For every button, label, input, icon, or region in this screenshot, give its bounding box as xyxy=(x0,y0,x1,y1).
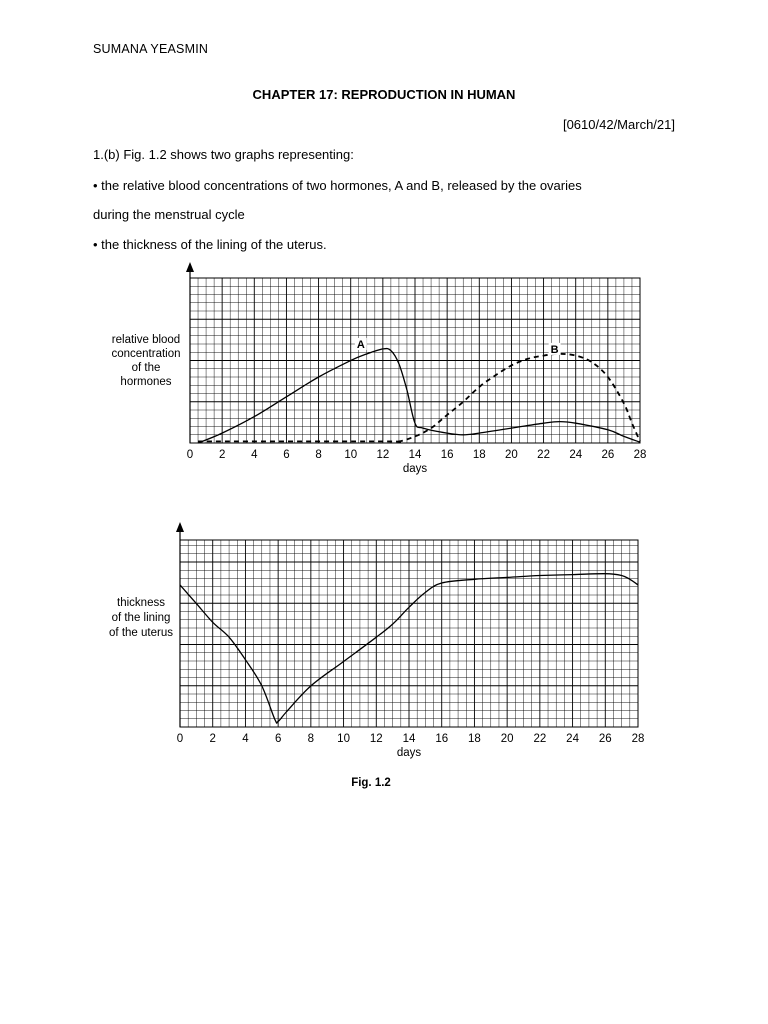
x-tick-label: 12 xyxy=(369,733,383,745)
x-tick-label: 8 xyxy=(307,733,315,745)
x-tick-label: 20 xyxy=(505,449,518,461)
y-axis-label-line: hormones xyxy=(120,376,172,388)
bullet-hormones: • the relative blood concentrations of two hormones, A and B, released by the ovaries xyxy=(93,178,582,193)
x-tick-label: 18 xyxy=(472,449,486,461)
series-line-a xyxy=(198,349,640,443)
x-tick-label: 0 xyxy=(176,733,184,745)
x-tick-label: 4 xyxy=(251,449,258,461)
x-tick-label: 12 xyxy=(376,449,390,461)
x-tick-label: 6 xyxy=(274,733,282,745)
x-axis-label: days xyxy=(396,747,422,759)
x-tick-label: 16 xyxy=(440,449,454,461)
x-tick-label: 14 xyxy=(402,733,416,745)
y-axis-label-line: thickness xyxy=(117,597,165,609)
series-line-b xyxy=(198,354,640,442)
y-axis-label-line: of the lining xyxy=(111,612,171,624)
x-tick-label: 0 xyxy=(186,449,194,461)
x-tick-label: 16 xyxy=(435,733,449,745)
x-tick-label: 10 xyxy=(337,733,350,745)
y-axis-label-line: of the uterus xyxy=(109,627,173,639)
x-tick-label: 24 xyxy=(566,733,579,745)
grid xyxy=(190,278,640,443)
x-tick-label: 10 xyxy=(344,449,358,461)
chapter-title: CHAPTER 17: REPRODUCTION IN HUMAN xyxy=(252,87,516,102)
figure-caption: Fig. 1.2 xyxy=(351,777,391,789)
x-tick-label: 6 xyxy=(283,449,290,461)
x-tick-label: 22 xyxy=(533,733,547,745)
y-axis-label-line: of the xyxy=(131,362,161,374)
y-axis-arrowhead xyxy=(186,262,194,272)
y-axis-label-line: relative blood xyxy=(111,334,181,346)
y-axis-label-line: concentration xyxy=(111,348,181,360)
x-tick-label: 8 xyxy=(315,449,322,461)
bullet-uterus: • the thickness of the lining of the uterus. xyxy=(93,237,327,252)
exam-reference: [0610/42/March/21] xyxy=(562,117,675,132)
x-tick-label: 24 xyxy=(569,449,583,461)
question-intro: 1.(b) Fig. 1.2 shows two graphs representing: xyxy=(93,147,354,162)
x-tick-label: 20 xyxy=(500,733,514,745)
series-label-b: B xyxy=(550,343,559,356)
x-tick-label: 2 xyxy=(209,733,216,745)
x-tick-label: 18 xyxy=(468,733,481,745)
uterus-chart xyxy=(109,522,644,759)
x-tick-label: 22 xyxy=(537,449,550,461)
x-axis-label: days xyxy=(402,463,428,475)
y-axis-arrowhead xyxy=(176,522,184,532)
x-tick-label: 4 xyxy=(242,733,249,745)
hormone-chart xyxy=(111,262,646,475)
series-label-a: A xyxy=(356,338,365,351)
grid xyxy=(180,540,638,727)
x-tick-label: 28 xyxy=(631,733,645,745)
x-tick-label: 14 xyxy=(408,449,422,461)
x-tick-label: 26 xyxy=(601,449,615,461)
x-tick-label: 2 xyxy=(218,449,226,461)
author-header: SUMANA YEASMIN xyxy=(93,42,209,56)
x-tick-label: 26 xyxy=(598,733,612,745)
bullet-hormones-continued: during the menstrual cycle xyxy=(93,207,245,222)
x-tick-label: 28 xyxy=(633,449,647,461)
